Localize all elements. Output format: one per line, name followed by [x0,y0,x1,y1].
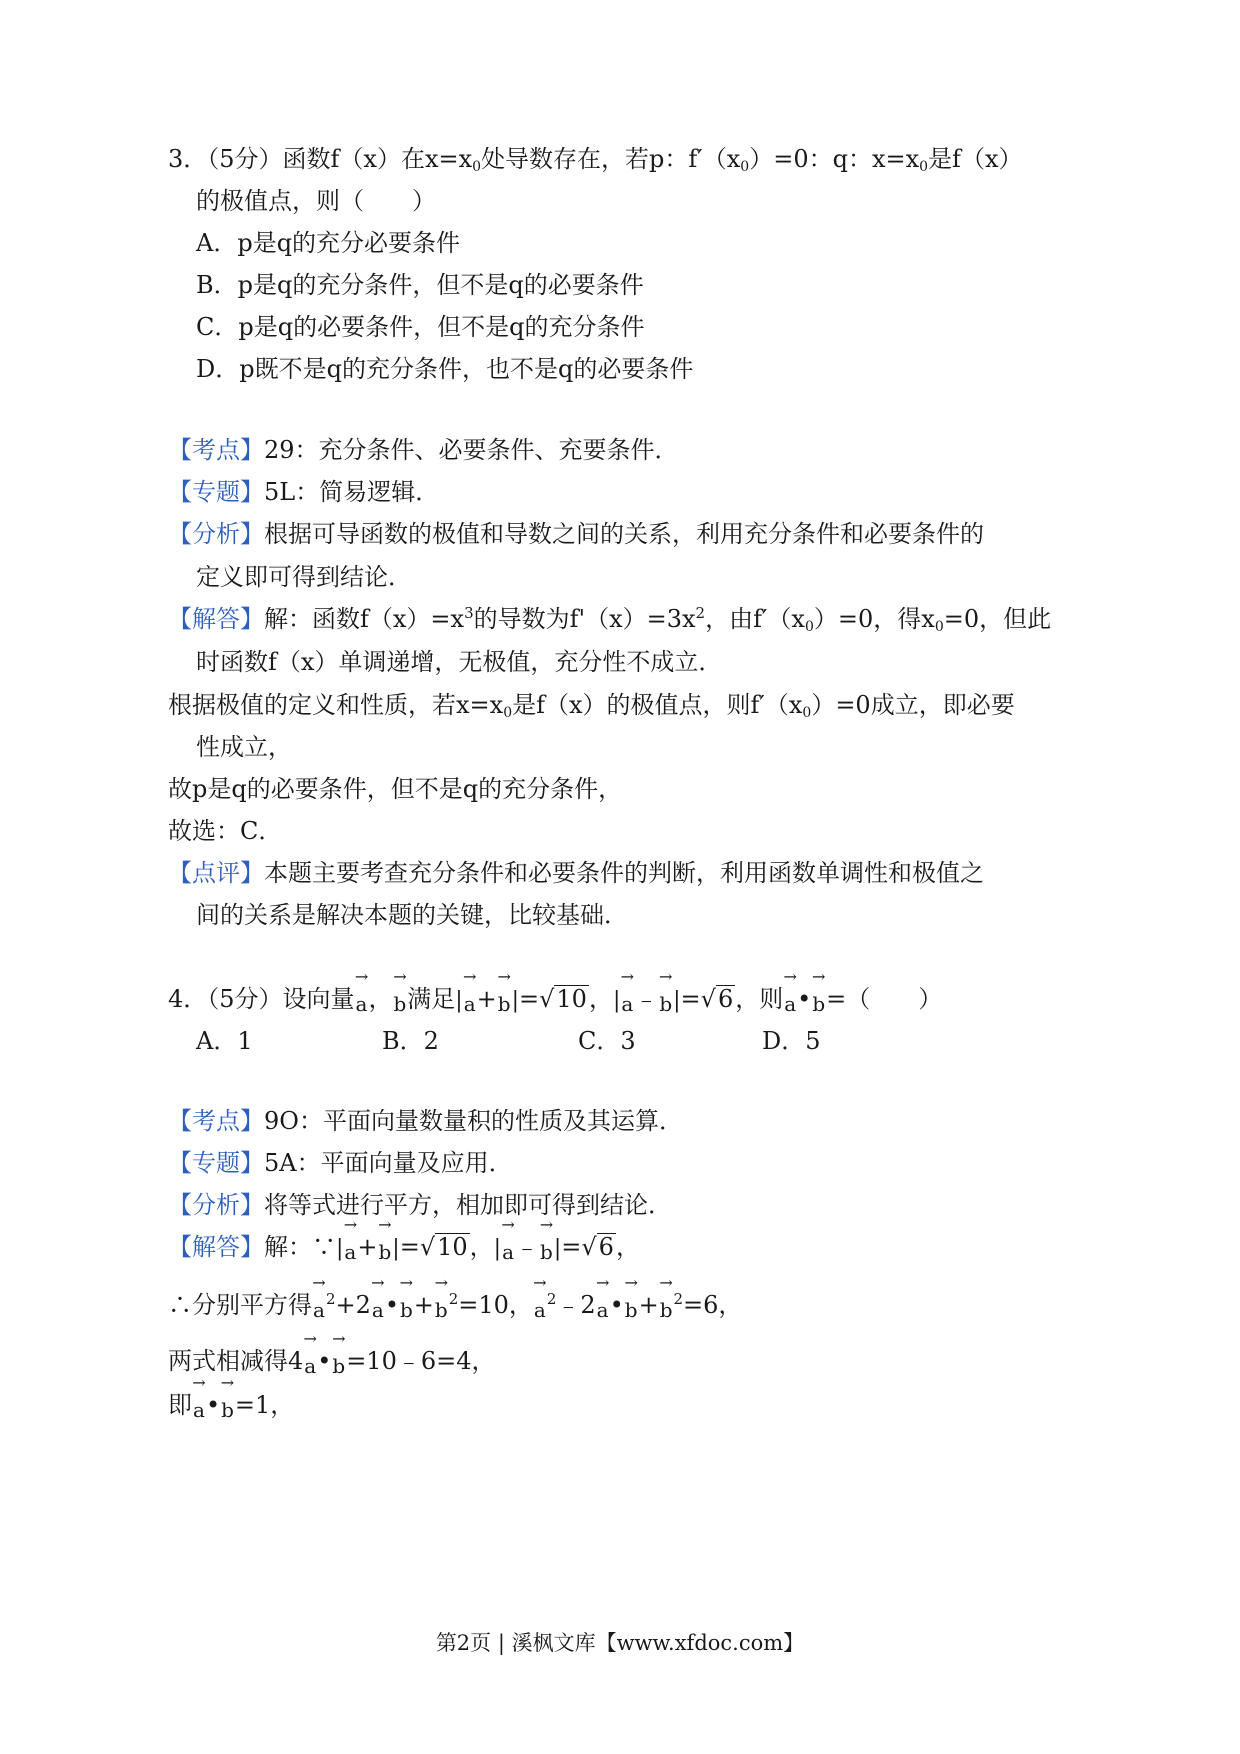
q4-square-line: ∴分别平方得→ $a^2+2\to$ a•→ $b+\to b^2=10$，→ $a^2﹣2\to$ a•→ $b+\to b^2=6$， [168,1288,742,1327]
q4-kaodian: 【考点】9O：平面向量数量积的性质及其运算． [168,1107,683,1135]
q3-body-line2: 性成立， [196,733,292,761]
jieda-tag: 【解答】 [168,605,264,633]
q3-body-line4: 故选：C． [168,817,283,845]
q3-dianping-line2: 间的关系是解决本题的关键，比较基础． [196,901,628,929]
q3-fenxi-line2: 定义即可得到结论． [196,563,412,591]
fenxi-tag: 【分析】 [168,520,264,548]
q4-zhuanti: 【专题】5A：平面向量及应用． [168,1149,513,1177]
vector-a: → a [355,987,369,1021]
q4-option-a: A．1 [196,1027,253,1055]
q3-jieda-line1: 【解答】解：函数$f(x)=x^3$的导数为$f'(x)=3x^2$，由$f'(x_0)=0$，得$x_0=0$，但此 [168,604,1052,635]
sqrt-6: √6 [700,985,734,1013]
vector-b: → b [392,987,407,1021]
q4-option-b: B．2 [382,1027,439,1055]
q4-option-c: C．3 [578,1027,636,1055]
q3-fenxi-line1: 【分析】根据可导函数的极值和导数之间的关系，利用充分条件和必要条件的 [168,520,984,548]
q3-body-line3: 故p是q的必要条件，但不是q的充分条件， [168,775,623,803]
q3-option-b: B．p是q的充分条件，但不是q的必要条件 [196,271,644,299]
q3-kaodian: 【考点】29：充分条件、必要条件、充要条件． [168,436,679,464]
q3-option-c: C．p是q的必要条件，但不是q的充分条件 [196,313,645,341]
zhuanti-tag: 【专题】 [168,478,264,506]
q3-body-line1: 根据极值的定义和性质，若$x=x_0$是f（x）的极值点，则$f'(x_0)=0$成立，即必要 [168,691,1015,721]
kaodian-tag: 【考点】 [168,436,264,464]
q4-jieda-line1: 【解答】解：∵|→ a+→ b|=√10，|→ a﹣→ b|=√6， [168,1230,640,1269]
q4-result-line: 即→ a•→ b=1， [168,1388,294,1427]
page-footer: 第2页 | 溪枫文库【www.xfdoc.com】 [435,1631,805,1655]
q4-subtract-line: 两式相减得4→ a•→ b=10﹣6=4， [168,1344,495,1383]
q3-option-d: D．p既不是q的充分条件，也不是q的必要条件 [196,355,694,383]
q3-option-a: A．p是q的充分必要条件 [196,229,461,257]
q3-dianping-line1: 【点评】本题主要考查充分条件和必要条件的判断，利用函数单调性和极值之 [168,859,984,887]
q4-option-d: D．5 [762,1027,821,1055]
q3-stem-line2: 的极值点，则（ ） [196,187,436,215]
sqrt-10: √10 [539,985,587,1013]
q3-zhuanti: 【专题】5L：简易逻辑． [168,478,440,506]
dianping-tag: 【点评】 [168,859,264,887]
q4-fenxi: 【分析】将等式进行平方，相加即可得到结论． [168,1191,672,1219]
q4-stem: 4．（5分）设向量→ a，→ b满足|→ a+→ b|=√10，|→ a﹣→ b|=√6，则→ a•→ b=（ ） [168,982,942,1021]
q3-jieda-line2: 时函数f（x）单调递增，无极值，充分性不成立． [196,648,723,676]
q3-stem-line1: 3．（5分）函数f（x）在$x=x_0$处导数存在，若p：$f'(x_0)=0$：q：$x=x_0$是f（x） [168,145,1023,175]
